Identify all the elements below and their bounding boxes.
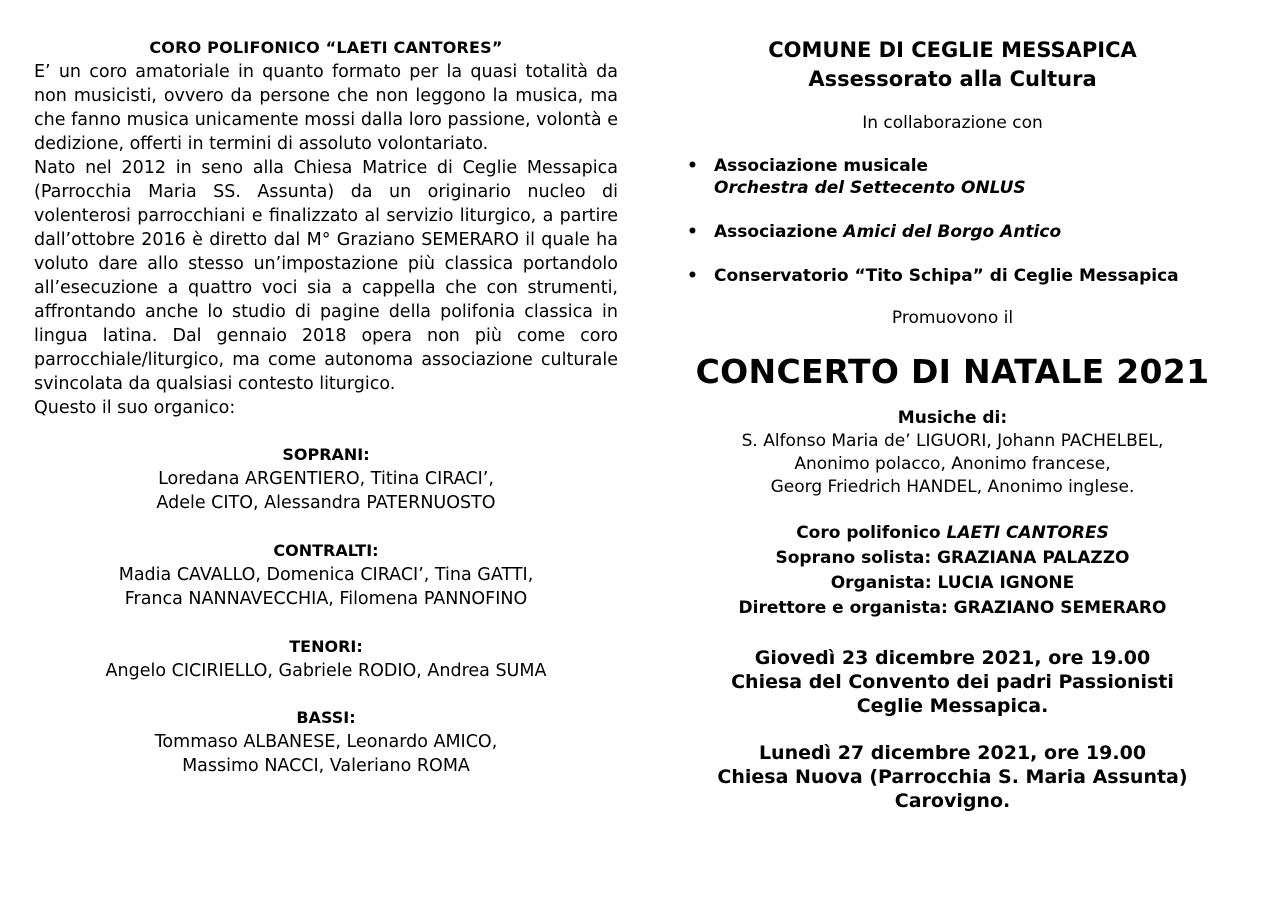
performers-block xyxy=(680,521,1225,621)
soprani-title: SOPRANI: xyxy=(282,445,370,464)
event-2-venue: Chiesa Nuova (Parrocchia S. Maria Assunta) xyxy=(717,766,1188,788)
choir-paragraph-1: E’ un coro amatoriale in quanto formato per la quasi totalità da non musicisti, ovvero da persone che non leggono la musica, ma che fanno musica unicamente mossi dalla loro passione, volontà e dedizione, offerti in termini di assoluto volontariato. xyxy=(34,62,618,154)
contralti-title: CONTRALTI: xyxy=(273,541,379,560)
soloist-credit: Soprano solista: GRAZIANA PALAZZO xyxy=(775,548,1130,568)
partner-2-name: Amici del Borgo Antico xyxy=(843,222,1062,242)
municipality-name: COMUNE DI CEGLIE MESSAPICA xyxy=(768,38,1137,62)
event-2-block xyxy=(680,741,1225,813)
soprani-names-line: Adele CITO, Alessandra PATERNUOSTO xyxy=(156,493,496,513)
department-name: Assessorato alla Cultura xyxy=(808,67,1097,91)
choir-credit-name: LAETI CANTORES xyxy=(946,523,1109,543)
contralti-names-line: Franca NANNAVECCHIA, Filomena PANNOFINO xyxy=(124,589,528,609)
bassi-section xyxy=(34,706,618,778)
choir-credit xyxy=(680,521,1225,546)
partner-2-type: Associazione xyxy=(714,222,844,242)
director-credit: Direttore e organista: GRAZIANO SEMERARO xyxy=(738,598,1167,618)
event-1-town: Ceglie Messapica. xyxy=(856,695,1049,717)
composers-list xyxy=(680,430,1225,499)
bassi-names-line: Tommaso ALBANESE, Leonardo AMICO, xyxy=(154,732,498,752)
composers-line: Georg Friedrich HANDEL, Anonimo inglese. xyxy=(770,477,1135,497)
contralti-section xyxy=(34,539,618,611)
soprani-section xyxy=(34,443,618,515)
concert-announcement-column xyxy=(680,36,1225,813)
partner-3-name: Conservatorio “Tito Schipa” di Ceglie Messapica xyxy=(714,266,1179,286)
bassi-names-line: Massimo NACCI, Valeriano ROMA xyxy=(182,756,470,776)
contralti-names-line: Madia CAVALLO, Domenica CIRACI’, Tina GATTI, xyxy=(118,565,534,585)
soprani-names-line: Loredana ARGENTIERO, Titina CIRACI’, xyxy=(158,469,494,489)
composers-line: S. Alfonso Maria de’ LIGUORI, Johann PACHELBEL, xyxy=(741,431,1164,451)
partners-list xyxy=(680,155,1225,287)
choir-description-column xyxy=(34,36,618,778)
bassi-title: BASSI: xyxy=(296,708,356,727)
partner-1-name: Orchestra del Settecento ONLUS xyxy=(714,178,1026,198)
promote-label: Promuovono il xyxy=(891,308,1014,328)
partner-item xyxy=(680,265,1225,287)
choir-paragraph-3: Questo il suo organico: xyxy=(34,398,236,418)
tenori-title: TENORI: xyxy=(289,637,363,656)
event-1-date: Giovedì 23 dicembre 2021, ore 19.00 xyxy=(754,647,1151,669)
event-2-town: Carovigno. xyxy=(894,790,1011,812)
music-by-title: Musiche di: xyxy=(897,408,1008,428)
event-2-date: Lunedì 27 dicembre 2021, ore 19.00 xyxy=(758,742,1147,764)
choir-credit-label: Coro polifonico xyxy=(796,523,947,543)
partner-1-type: Associazione musicale xyxy=(714,156,929,176)
tenori-names-line: Angelo CICIRIELLO, Gabriele RODIO, Andrea SUMA xyxy=(105,661,547,681)
partner-item xyxy=(680,221,1225,243)
choir-paragraph-2: Nato nel 2012 in seno alla Chiesa Matrice di Ceglie Messapica (Parrocchia Maria SS. Assunta) da un originario nucleo di volenterosi parrocchiani e finalizzato al servizio liturgico, a partire dall’ottobre 2016 è diretto dal M° Graziano SEMERARO il quale ha voluto dare allo stesso un’impostazione più classica portandolo all’esecuzione a quattro voci sia a cappella che con strumenti, affrontando anche lo studio di pagine della polifonia classica in lingua latina. Dal gennaio 2018 opera non più come coro parrocchiale/liturgico, ma come autonoma associazione culturale svincolata da qualsiasi contesto liturgico. xyxy=(34,158,618,394)
partner-item xyxy=(680,155,1225,199)
event-1-venue: Chiesa del Convento dei padri Passionisti xyxy=(731,671,1174,693)
collaboration-label: In collaborazione con xyxy=(862,113,1043,133)
event-1-block xyxy=(680,646,1225,718)
tenori-section xyxy=(34,635,618,683)
organist-credit: Organista: LUCIA IGNONE xyxy=(830,573,1075,593)
concert-title: CONCERTO DI NATALE 2021 xyxy=(695,352,1210,391)
composers-line: Anonimo polacco, Anonimo francese, xyxy=(794,454,1111,474)
choir-title: CORO POLIFONICO “LAETI CANTORES” xyxy=(149,38,503,57)
